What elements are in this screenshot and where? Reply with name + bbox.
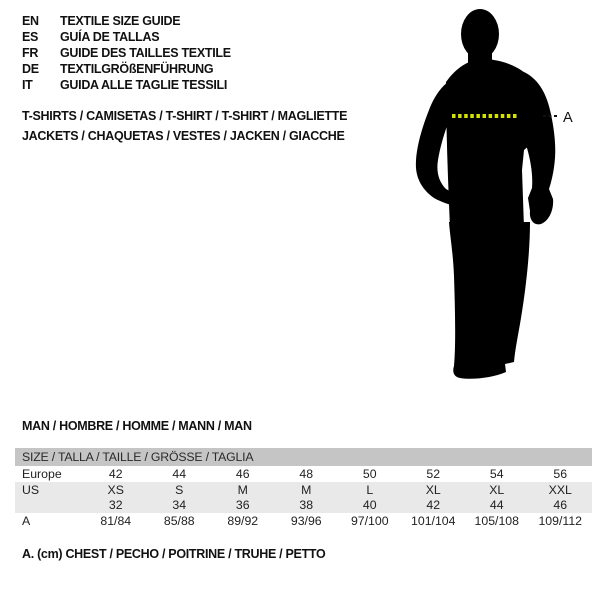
table-cell: L: [366, 482, 374, 497]
language-row: [22, 77, 231, 93]
table-cell: 46: [235, 466, 250, 481]
row-label: US: [22, 482, 40, 497]
table-row-us-numeric: [15, 498, 592, 514]
category-lines: [22, 106, 347, 146]
table-row-us-letters: [15, 482, 592, 498]
table-cell: 109/112: [538, 514, 583, 529]
table-cell: S: [175, 482, 184, 497]
table-cell: 89/92: [227, 514, 259, 529]
table-cell: 85/88: [163, 514, 195, 529]
category-jackets: JACKETS / CHAQUETAS / VESTES / JACKEN / GIACCHE: [22, 129, 345, 143]
table-cell: M: [301, 482, 312, 497]
table-cell: 56: [553, 466, 568, 481]
table-cell: 44: [172, 466, 187, 481]
category-tshirts: T-SHIRTS / CAMISETAS / T-SHIRT / T-SHIRT / MAGLIETTE: [22, 109, 348, 123]
language-title: GUIDE DES TAILLES TEXTILE: [60, 46, 231, 60]
table-cell: 34: [172, 498, 187, 513]
table-cell: 105/108: [474, 514, 519, 529]
table-cell: 36: [235, 498, 250, 513]
language-code: FR: [22, 46, 39, 60]
language-title: GUIDA ALLE TAGLIE TESSILI: [60, 78, 228, 92]
row-label: Europe: [22, 466, 62, 481]
table-cell: 42: [426, 498, 441, 513]
language-code: IT: [22, 78, 33, 92]
table-cell: 38: [299, 498, 314, 513]
man-silhouette: [398, 0, 598, 400]
footnote-chest-legend: A. (cm) CHEST / PECHO / POITRINE / TRUHE / PETTO: [22, 547, 326, 561]
language-row: [22, 29, 231, 45]
table-cell: XL: [425, 482, 441, 497]
table-cell: 32: [108, 498, 123, 513]
language-title: TEXTILE SIZE GUIDE: [60, 14, 181, 28]
table-cell: 50: [362, 466, 377, 481]
row-label: A: [22, 514, 31, 529]
measure-label-a: A: [563, 110, 573, 126]
table-cell: XL: [489, 482, 505, 497]
table-cell: 44: [489, 498, 504, 513]
language-list: [22, 13, 231, 93]
language-row: [22, 45, 231, 61]
table-cell: 54: [489, 466, 504, 481]
table-cell: 46: [553, 498, 568, 513]
table-cell: XXL: [548, 482, 572, 497]
table-row-chest-a: [15, 513, 592, 529]
language-code: EN: [22, 14, 39, 28]
table-cell: M: [237, 482, 248, 497]
silhouette-legs: [449, 222, 530, 379]
table-cell: 42: [108, 466, 123, 481]
language-title: TEXTILGRÖßENFÜHRUNG: [60, 62, 214, 76]
table-cell: 48: [299, 466, 314, 481]
table-cell: 81/84: [100, 514, 132, 529]
table-cell: XS: [107, 482, 124, 497]
language-code: ES: [22, 30, 39, 44]
language-code: DE: [22, 62, 39, 76]
size-table: [15, 448, 592, 529]
language-row: [22, 13, 231, 29]
table-cell: 97/100: [350, 514, 389, 529]
table-cell: 101/104: [411, 514, 456, 529]
language-title: GUÍA DE TALLAS: [60, 30, 160, 44]
section-title-man: MAN / HOMBRE / HOMME / MANN / MAN: [22, 419, 252, 433]
size-table-header: SIZE / TALLA / TAILLE / GRÖSSE / TAGLIA: [15, 448, 592, 466]
man-figure: [398, 0, 598, 400]
table-cell: 40: [362, 498, 377, 513]
language-row: [22, 61, 231, 77]
table-cell: 93/96: [290, 514, 322, 529]
table-row-europe: [15, 466, 592, 482]
table-cell: 52: [426, 466, 441, 481]
